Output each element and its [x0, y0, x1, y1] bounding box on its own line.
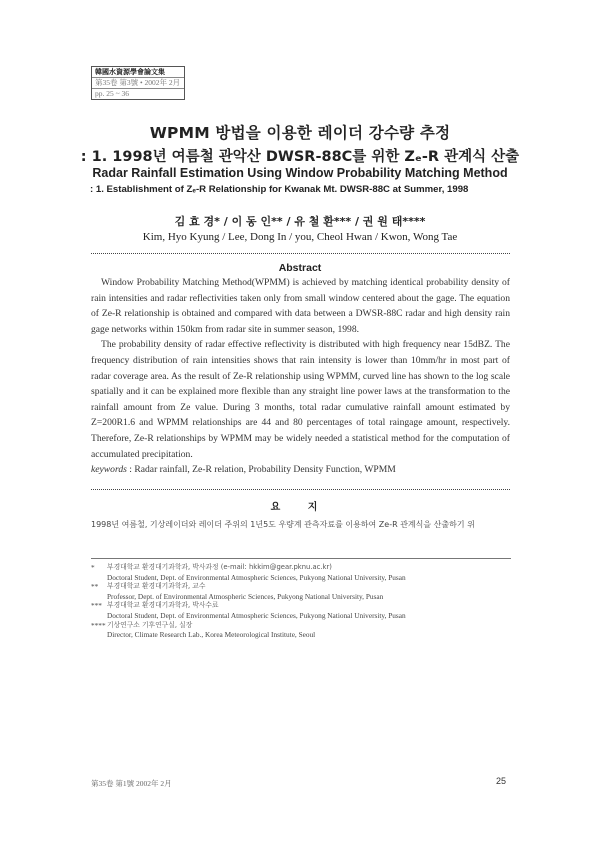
footnote-korean: 부경대학교 환경대기과학과, 박사수료	[107, 601, 219, 610]
footnote-rule	[91, 558, 511, 559]
divider	[91, 489, 510, 490]
journal-pages: pp. 25 ~ 36	[95, 89, 130, 98]
footnote	[91, 630, 511, 640]
footnote	[91, 573, 511, 583]
footnote-english: Professor, Dept. of Environmental Atmospheric Sciences, Pukyong National University, Pusan	[107, 591, 384, 601]
footnote-korean: 기상연구소 기후연구실, 실장	[107, 620, 193, 629]
subtitle-korean: : 1. 1998년 여름철 관악산 DWSR-88C를 위한 Zₑ-R 관계식 산출	[80, 149, 520, 165]
keywords-text: : Radar rainfall, Ze-R relation, Probability Density Function, WPMM	[126, 464, 396, 476]
footnote-english: Doctoral Student, Dept. of Environmental Atmospheric Sciences, Pukyong National University, Pusan	[107, 610, 406, 620]
abstract-paragraph: The probability density of radar effective reflectivity is distributed with high frequency near 15dBZ. The frequency distribution of rain intensities shows that rain intensity is lower than 10mm/hr in most part of radar coverage area. As the result of Ze-R relationship using WPMM, curved line has shown to the log scale spatially and it can be explained more flexible than any straight line power laws at the transformation to the rainfall amount from Ze value. During 3 months, total radar cumulative rainfall amount estimated by Z=200R1.6 and WPMM relationships are 44 and 80 percentages of total raingage amount, respectively. Therefore, Ze-R relationships by WPMM may be widely needed a statistical method for the computation of accumulated precipitation.	[91, 339, 510, 460]
footnote-english: Doctoral Student, Dept. of Environmental Atmospheric Sciences, Pukyong National University, Pusan	[107, 572, 406, 582]
korean-summary-heading: 요 지	[270, 502, 330, 513]
footnote-korean: 부경대학교 환경대기과학과, 박사과정 (e-mail: hkkim@gear.pknu.ac.kr)	[107, 563, 332, 571]
subtitle-english: : 1. Establishment of Zₑ-R Relationship for Kwanak Mt. DWSR-88C at Summer, 1998	[90, 184, 469, 195]
footnote-english: Director, Climate Research Lab., Korea Meteorological Institute, Seoul	[107, 630, 316, 640]
divider	[91, 253, 510, 254]
footnote	[91, 582, 511, 592]
journal-volume: 第35卷 第3號 • 2002年 2月	[92, 78, 184, 89]
keywords-line	[91, 462, 510, 478]
page-number: 25	[496, 776, 507, 786]
footnote	[91, 592, 511, 602]
keywords-label: keywords	[91, 464, 127, 476]
title-english: Radar Rainfall Estimation Using Window Probability Matching Method	[92, 166, 508, 180]
footer-issue: 第35卷 第1號 2002年 2月	[91, 779, 172, 788]
abstract-paragraph: Window Probability Matching Method(WPMM) is achieved by matching identical probability density of rain intensities and radar reflectivities taken only from small window centered about the gage. The equation of Ze-R relationship is obtained and compared with data between a DWSR-88C radar and high density rain gage networks within 150km from radar site in summer season, 1998.	[91, 277, 510, 335]
authors-english: Kim, Hyo Kyung / Lee, Dong In / you, Cheol Hwan / Kwon, Wong Tae	[142, 231, 458, 243]
journal-info-box	[91, 66, 185, 100]
footnote-mark: **	[91, 582, 99, 592]
authors-korean: 김 효 경* / 이 동 인** / 유 철 환*** / 권 원 태****	[174, 215, 426, 228]
footnote	[91, 611, 511, 621]
korean-summary-text: 1998년 여름철, 기상레이더와 레이더 주위의 1년5도 우량계 관측자료를 이용하여 Ze-R 관계식을 산출하기 위	[91, 520, 475, 529]
abstract-body	[91, 275, 510, 478]
footnote-mark: ***	[91, 601, 102, 611]
footnote-mark: *	[91, 563, 95, 572]
footnote	[91, 563, 511, 573]
footnote	[91, 601, 511, 611]
journal-name: 韓國水資源學會論文集	[92, 67, 184, 78]
abstract-heading: Abstract	[278, 262, 322, 274]
footnote-mark: ****	[91, 620, 106, 630]
footnote-korean: 부경대학교 환경대기과학과, 교수	[107, 582, 206, 591]
title-korean: WPMM 방법을 이용한 레이더 강수량 추정	[149, 124, 451, 142]
footnotes	[91, 563, 511, 640]
footnote	[91, 621, 511, 631]
